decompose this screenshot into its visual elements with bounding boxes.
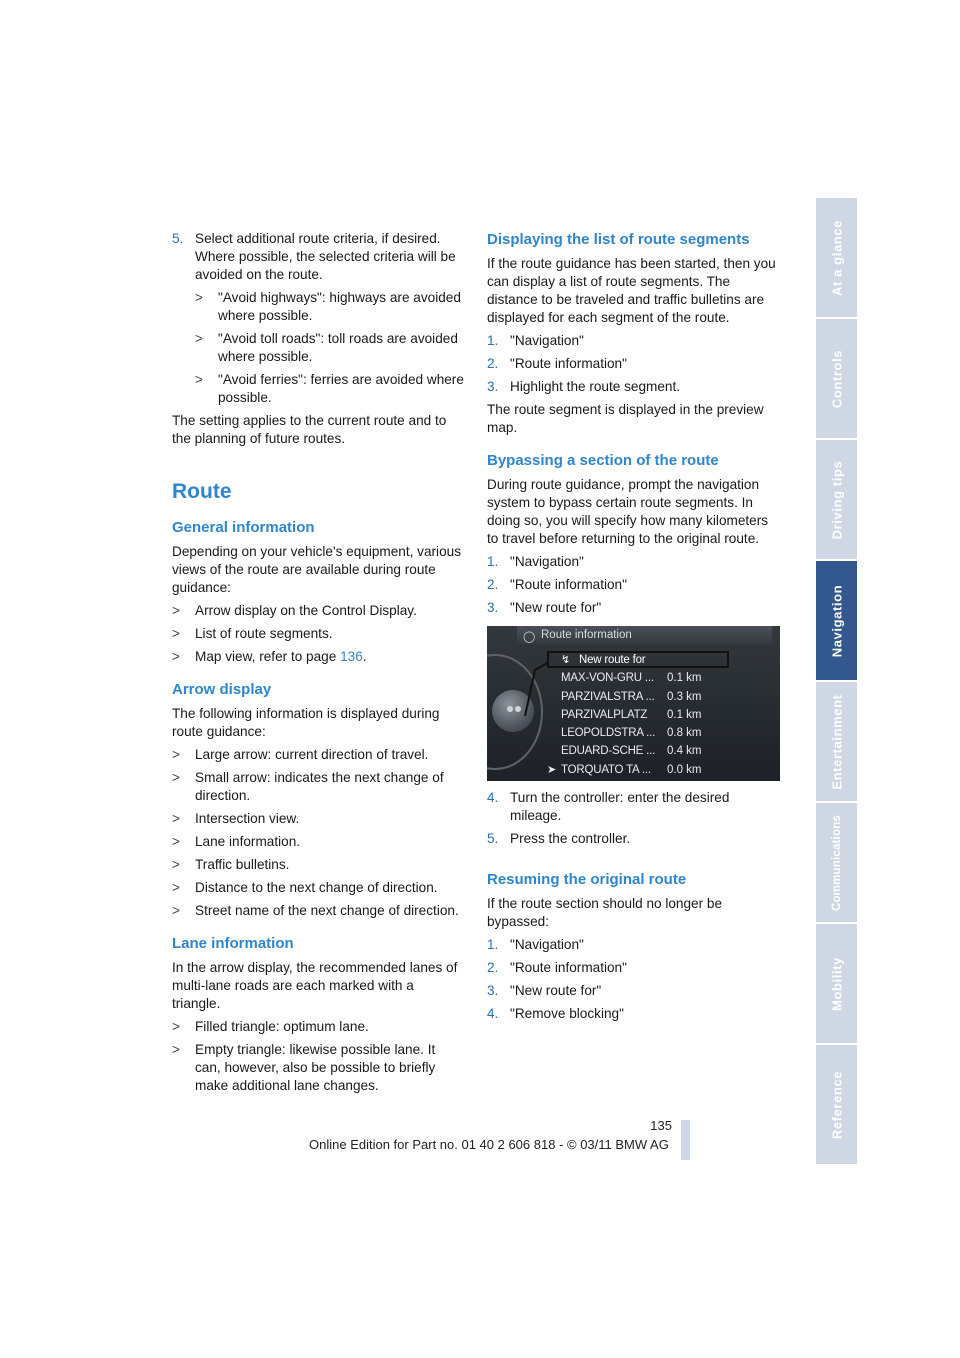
navigation-icon: ◯ <box>523 631 536 643</box>
screen-title: Route information <box>541 629 632 641</box>
step-number: 5. <box>172 231 184 246</box>
new-route-for-item[interactable]: ↯ New route for <box>553 651 773 669</box>
general-information-heading: General information <box>172 519 315 536</box>
list-item: 3. "New route for" <box>487 983 602 998</box>
setting-note: The setting applies to the current route and to the planning of future routes. <box>172 413 447 446</box>
step-5 <box>172 230 464 284</box>
criteria-toll-roads: > "Avoid toll roads": toll roads are avoided where possible. <box>195 331 458 364</box>
tab-mobility[interactable]: Mobility <box>816 924 857 1043</box>
arrow-display-heading: Arrow display <box>172 681 272 698</box>
page-number: 135 <box>650 1118 672 1133</box>
table-row[interactable]: PARZIVALSTRA ... 0.3 km <box>561 690 702 703</box>
bypass-intro: During route guidance, prompt the navigation system to bypass certain route segments. In doing so, you will specify how many kilometers to travel before returning to the original route. <box>487 477 769 546</box>
resume-intro: If the route section should no longer be bypassed: <box>487 896 723 929</box>
lane-intro: In the arrow display, the recommended lanes of multi-lane roads are each marked with a triangle. <box>172 960 458 1011</box>
arrow-intro: The following information is displayed during route guidance: <box>172 706 440 739</box>
table-row[interactable]: ➤ TORQUATO TA ... 0.0 km <box>553 761 773 779</box>
right-column <box>487 230 780 1028</box>
tab-reference[interactable]: Reference <box>816 1045 857 1164</box>
list-item: > Arrow display on the Control Display. <box>172 603 417 618</box>
list-item: 3. Highlight the route segment. <box>487 379 681 394</box>
route-information-screenshot <box>487 626 780 781</box>
footer-text: Online Edition for Part no. 01 40 2 606 818 - © 03/11 BMW AG <box>309 1137 669 1152</box>
list-item: 5. Press the controller. <box>487 831 631 846</box>
table-row[interactable]: LEOPOLDSTRA ... 0.8 km <box>561 727 702 740</box>
list-item: > List of route segments. <box>172 626 333 641</box>
table-row[interactable]: MAX-VON-GRU ... 0.1 km <box>561 672 702 685</box>
general-intro: Depending on your vehicle's equipment, various views of the route are available during route guidance: <box>172 544 461 595</box>
tab-communications[interactable]: Communications <box>816 803 857 922</box>
step-text: Select additional route criteria, if desired. Where possible, the selected criteria will be avoided on the route. <box>195 231 456 282</box>
list-item: 3. "New route for" <box>487 600 602 615</box>
screen-titlebar <box>517 626 772 644</box>
resume-heading: Resuming the original route <box>487 871 687 888</box>
list-item: 4. Turn the controller: enter the desired mileage. <box>487 790 730 823</box>
page-marker <box>681 1120 690 1160</box>
list-item: 2. "Route information" <box>487 960 627 975</box>
segment-list <box>547 651 773 779</box>
list-item: > Distance to the next change of direction. <box>172 880 438 895</box>
criteria-ferries: > "Avoid ferries": ferries are avoided where possible. <box>195 372 464 405</box>
tab-navigation[interactable]: Navigation <box>816 561 857 680</box>
list-item: 4. "Remove blocking" <box>487 1006 624 1021</box>
turn-icon: ➤ <box>547 763 557 776</box>
route-title: Route <box>172 480 232 503</box>
list-item: > Street name of the next change of direction. <box>172 903 459 918</box>
lane-information-heading: Lane information <box>172 935 294 952</box>
page-link-136[interactable]: 136 <box>340 649 363 664</box>
tab-at-a-glance[interactable]: At a glance <box>816 198 857 317</box>
list-item: 2. "Route information" <box>487 356 627 371</box>
list-item: > Traffic bulletins. <box>172 857 290 872</box>
list-item: > Empty triangle: likewise possible lane. It can, however, also be possible to briefly make additional lane changes. <box>172 1042 436 1093</box>
table-row[interactable]: PARZIVALPLATZ 0.1 km <box>561 708 702 721</box>
chapter-tabs <box>816 198 857 1166</box>
segments-intro: If the route guidance has been started, then you can display a list of route segments. The distance to be traveled and traffic bulletins are displayed for each segment of the route. <box>487 256 776 325</box>
tab-driving-tips[interactable]: Driving tips <box>816 440 857 559</box>
route-icon: ↯ <box>561 654 571 666</box>
table-row[interactable]: EDUARD-SCHE ... 0.4 km <box>561 745 702 758</box>
list-item: > Lane information. <box>172 834 301 849</box>
left-column <box>172 230 464 1100</box>
list-item: 2. "Route information" <box>487 577 627 592</box>
list-item: 1. "Navigation" <box>487 333 584 348</box>
list-item: 1. "Navigation" <box>487 937 584 952</box>
tab-entertainment[interactable]: Entertainment <box>816 682 857 801</box>
list-item: > Intersection view. <box>172 811 300 826</box>
list-item: > Large arrow: current direction of travel. <box>172 747 429 762</box>
list-item: > Map view, refer to page 136. <box>172 649 367 664</box>
criteria-highways: > "Avoid highways": highways are avoided where possible. <box>195 290 461 323</box>
segments-note: The route segment is displayed in the preview map. <box>487 402 764 435</box>
list-item: > Small arrow: indicates the next change of direction. <box>172 770 444 803</box>
list-item: 1. "Navigation" <box>487 554 584 569</box>
segments-heading: Displaying the list of route segments <box>487 231 750 248</box>
list-item: > Filled triangle: optimum lane. <box>172 1019 369 1034</box>
bypass-heading: Bypassing a section of the route <box>487 452 719 469</box>
tab-controls[interactable]: Controls <box>816 319 857 438</box>
